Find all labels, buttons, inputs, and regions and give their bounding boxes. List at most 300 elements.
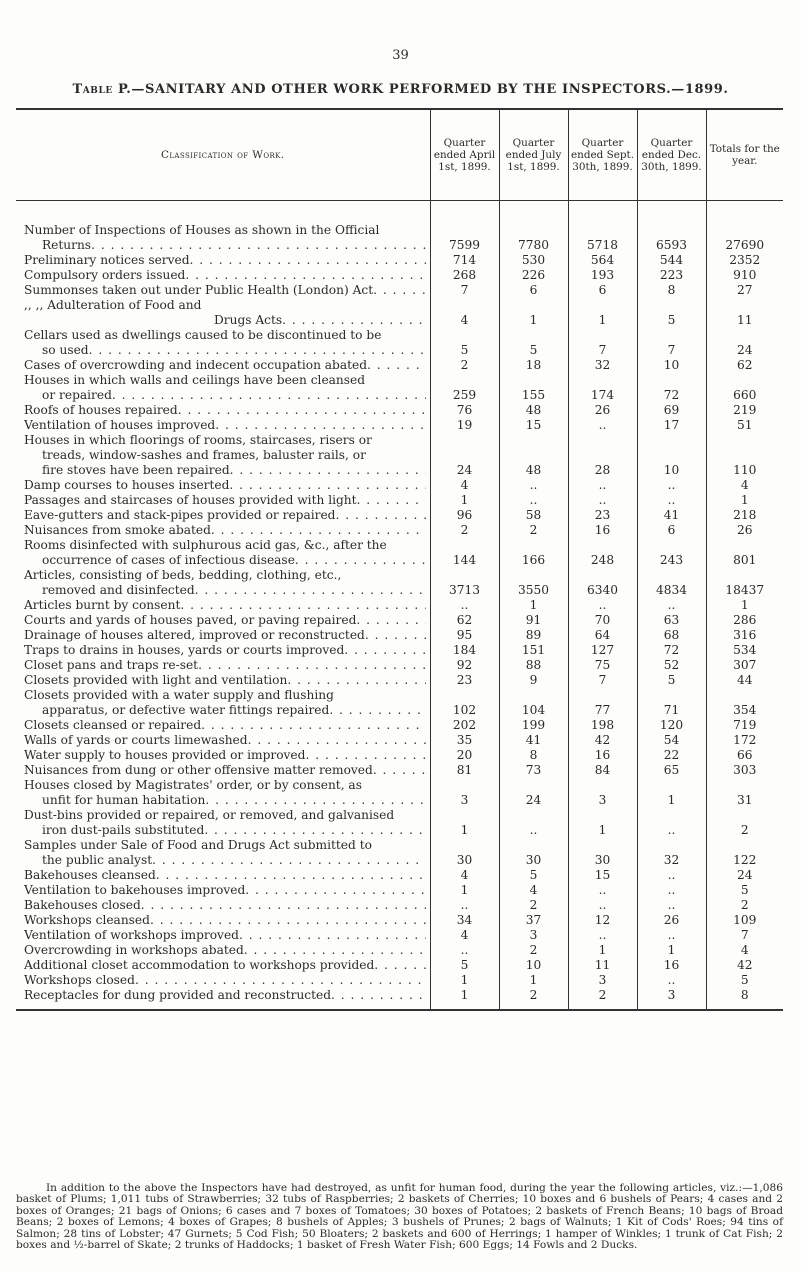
row-label (16, 913, 430, 928)
dot-leader (215, 418, 425, 433)
row-label-text: Passages and staircases of houses provided with light (24, 493, 357, 507)
row-label (16, 253, 430, 268)
value-q1: 259 (430, 373, 499, 403)
table-row (16, 508, 783, 523)
value-q1: 202 (430, 718, 499, 733)
table-body (16, 201, 783, 1011)
value-q4: 3 (637, 988, 706, 1010)
table-row (16, 298, 783, 328)
value-q1: 7 (430, 283, 499, 298)
dot-leader (287, 673, 425, 688)
row-label-line (24, 613, 426, 628)
row-label-text: iron dust-pails substituted (42, 823, 205, 837)
row-label-line (24, 598, 426, 613)
value-q3: 23 (568, 508, 637, 523)
row-label-text: or repaired (42, 388, 112, 402)
dot-leader (180, 598, 425, 613)
header-quarter-april: Quarter ended April 1st, 1899. (430, 109, 499, 201)
dot-leader (335, 508, 425, 523)
value-q3: 174 (568, 373, 637, 403)
value-total: 24 (706, 328, 783, 358)
table-row (16, 673, 783, 688)
row-label-line (24, 793, 426, 808)
row-label (16, 928, 430, 943)
value-total: 5 (706, 973, 783, 988)
row-label (16, 538, 430, 568)
row-label-line (24, 913, 426, 928)
row-label-text: Cellars used as dwellings caused to be discontinued to be (24, 328, 382, 342)
page-number: 39 (392, 48, 409, 63)
row-label (16, 883, 430, 898)
dot-leader (245, 883, 425, 898)
value-q1: 92 (430, 658, 499, 673)
value-q4: 65 (637, 763, 706, 778)
value-q4: 120 (637, 718, 706, 733)
row-label-line (24, 463, 426, 478)
row-label-text: the public analyst (42, 853, 153, 867)
row-label-text: Traps to drains in houses, yards or courts improved (24, 643, 345, 657)
value-q2: .. (499, 493, 568, 508)
value-q4: 4834 (637, 568, 706, 598)
row-label-text: removed and disinfected (42, 583, 195, 597)
value-total: 2352 (706, 253, 783, 268)
value-q1: 7599 (430, 223, 499, 253)
value-q2: 8 (499, 748, 568, 763)
table-row (16, 958, 783, 973)
value-q2: .. (499, 478, 568, 493)
table-row (16, 613, 783, 628)
row-label-line (24, 538, 426, 553)
value-q1: 62 (430, 613, 499, 628)
value-q4: 52 (637, 658, 706, 673)
row-label-text: Bakehouses cleansed (24, 868, 156, 882)
value-q4: 1 (637, 943, 706, 958)
value-q1: 3 (430, 778, 499, 808)
value-q1: 1 (430, 493, 499, 508)
row-label (16, 283, 430, 298)
row-label-text: Walls of yards or courts limewashed (24, 733, 248, 747)
value-q1: 3713 (430, 568, 499, 598)
table-row (16, 973, 783, 988)
row-label-text: Closets cleansed or repaired (24, 718, 202, 732)
value-q3: 84 (568, 763, 637, 778)
value-q2: 73 (499, 763, 568, 778)
row-label (16, 898, 430, 913)
value-q3: 6340 (568, 568, 637, 598)
value-q4: 8 (637, 283, 706, 298)
row-label-line (24, 853, 426, 868)
row-label (16, 718, 430, 733)
value-q3: 127 (568, 643, 637, 658)
value-q2: 151 (499, 643, 568, 658)
value-q2: 7780 (499, 223, 568, 253)
row-label-text: Courts and yards of houses paved, or paving repaired (24, 613, 357, 627)
value-q2: 30 (499, 838, 568, 868)
dot-leader (229, 478, 425, 493)
sanitary-work-table (16, 108, 783, 1011)
value-q4: 5 (637, 673, 706, 688)
value-q1: 76 (430, 403, 499, 418)
row-label-line (24, 568, 426, 583)
value-q4: 16 (637, 958, 706, 973)
row-label-text: Articles, consisting of beds, bedding, clothing, etc., (24, 568, 342, 582)
dot-leader (178, 403, 426, 418)
table-row (16, 988, 783, 1010)
value-q4: 22 (637, 748, 706, 763)
value-total: 307 (706, 658, 783, 673)
dot-leader (356, 613, 425, 628)
row-label-line (24, 388, 426, 403)
value-q1: 5 (430, 958, 499, 973)
value-q3: .. (568, 883, 637, 898)
row-label (16, 298, 430, 328)
value-total: 18437 (706, 568, 783, 598)
row-label (16, 373, 430, 403)
row-label (16, 493, 430, 508)
value-total: 303 (706, 763, 783, 778)
table-row (16, 643, 783, 658)
row-label (16, 598, 430, 613)
row-label-text: Damp courses to houses inserted (24, 478, 230, 492)
row-label-line (24, 223, 426, 238)
row-label (16, 568, 430, 598)
dot-leader (152, 853, 425, 868)
value-total: 4 (706, 943, 783, 958)
value-q4: 72 (637, 373, 706, 403)
row-label-text: Houses in which walls and ceilings have been cleansed (24, 373, 366, 387)
header-quarter-december: Quarter ended Dec. 30th, 1899. (637, 109, 706, 201)
value-q2: 10 (499, 958, 568, 973)
value-q3: 30 (568, 838, 637, 868)
table-header-row (16, 109, 783, 201)
value-q2: 37 (499, 913, 568, 928)
row-label (16, 403, 430, 418)
value-q2: 530 (499, 253, 568, 268)
value-total: 719 (706, 718, 783, 733)
dot-leader (195, 583, 426, 598)
row-label (16, 868, 430, 883)
table-row (16, 628, 783, 643)
row-label (16, 478, 430, 493)
value-q2: 48 (499, 403, 568, 418)
table-row (16, 598, 783, 613)
value-q4: .. (637, 493, 706, 508)
value-q3: 70 (568, 613, 637, 628)
row-label-line (24, 343, 426, 358)
row-label-line (24, 883, 426, 898)
row-label-text: Receptacles for dung provided and reconstructed (24, 988, 332, 1002)
row-label-line (24, 643, 426, 658)
value-q4: 17 (637, 418, 706, 433)
value-q2: 18 (499, 358, 568, 373)
value-q3: 15 (568, 868, 637, 883)
value-q3: 3 (568, 973, 637, 988)
value-q4: 6 (637, 523, 706, 538)
value-total: 218 (706, 508, 783, 523)
table-row (16, 223, 783, 253)
value-q1: 1 (430, 988, 499, 1010)
value-total: 4 (706, 478, 783, 493)
row-label-line (24, 808, 426, 823)
dot-leader (204, 823, 425, 838)
value-total: 1 (706, 493, 783, 508)
value-q4: .. (637, 598, 706, 613)
value-q2: 15 (499, 418, 568, 433)
dot-leader (374, 958, 425, 973)
row-label-text: Nuisances from dung or other offensive matter removed (24, 763, 373, 777)
row-label-text: Overcrowding in workshops abated (24, 943, 244, 957)
row-label-text: Closet pans and traps re-set (24, 658, 199, 672)
row-label-text: so used (42, 343, 89, 357)
row-label-text: Water supply to houses provided or improved (24, 748, 306, 762)
value-total: 660 (706, 373, 783, 403)
value-q4: .. (637, 808, 706, 838)
value-q4: 10 (637, 433, 706, 478)
row-label-line (24, 268, 426, 283)
dot-leader (112, 388, 426, 403)
value-q3: 2 (568, 988, 637, 1010)
row-label-line (24, 748, 426, 763)
dot-leader (367, 358, 425, 373)
row-label-text: Closets provided with light and ventilation (24, 673, 288, 687)
row-label-text: Samples under Sale of Food and Drugs Act submitted to (24, 838, 372, 852)
row-label-text: Houses in which floorings of rooms, staircases, risers or (24, 433, 372, 447)
dot-leader (282, 313, 425, 328)
table-row (16, 748, 783, 763)
value-q4: 72 (637, 643, 706, 658)
dot-leader (248, 733, 426, 748)
value-q3: .. (568, 898, 637, 913)
value-q2: 9 (499, 673, 568, 688)
row-label-text: Nuisances from smoke abated (24, 523, 211, 537)
row-label-line (24, 448, 426, 463)
row-label-text: Ventilation to bakehouses improved (24, 883, 246, 897)
row-label-text: Cases of overcrowding and indecent occupation abated (24, 358, 368, 372)
value-q1: 1 (430, 883, 499, 898)
value-q4: 32 (637, 838, 706, 868)
value-q3: 11 (568, 958, 637, 973)
value-q1: 4 (430, 928, 499, 943)
table-row (16, 373, 783, 403)
footnote (16, 1183, 783, 1251)
value-q1: 4 (430, 298, 499, 328)
table-row (16, 763, 783, 778)
value-q1: 81 (430, 763, 499, 778)
row-label (16, 673, 430, 688)
value-q2: 1 (499, 298, 568, 328)
value-q2: 166 (499, 538, 568, 568)
value-total: 109 (706, 913, 783, 928)
row-label-text: Returns (42, 238, 92, 252)
value-q4: .. (637, 883, 706, 898)
value-q3: .. (568, 478, 637, 493)
row-label-line (24, 508, 426, 523)
value-q1: 30 (430, 838, 499, 868)
row-label-text: ,, ,, Adulteration of Food and (24, 298, 202, 312)
dot-leader (373, 283, 425, 298)
value-q1: 4 (430, 868, 499, 883)
value-q3: 6 (568, 283, 637, 298)
value-q2: 2 (499, 943, 568, 958)
table-row (16, 943, 783, 958)
row-label-line (24, 583, 426, 598)
value-q3: 16 (568, 748, 637, 763)
dot-leader (344, 643, 425, 658)
row-label (16, 613, 430, 628)
row-label-line (24, 313, 426, 328)
value-q2: 4 (499, 883, 568, 898)
dot-leader (329, 703, 425, 718)
dot-leader (135, 973, 426, 988)
row-label (16, 748, 430, 763)
value-q4: 41 (637, 508, 706, 523)
value-q1: 24 (430, 433, 499, 478)
dot-leader (141, 898, 426, 913)
value-q3: 1 (568, 298, 637, 328)
table-row (16, 658, 783, 673)
dot-leader (211, 523, 426, 538)
value-total: 910 (706, 268, 783, 283)
value-q1: 2 (430, 523, 499, 538)
dot-leader (305, 748, 425, 763)
dot-leader (230, 463, 426, 478)
value-q2: 226 (499, 268, 568, 283)
header-quarter-july: Quarter ended July 1st, 1899. (499, 109, 568, 201)
value-total: 44 (706, 673, 783, 688)
value-q4: 69 (637, 403, 706, 418)
value-q2: 41 (499, 733, 568, 748)
row-label-line (24, 493, 426, 508)
table-row (16, 778, 783, 808)
dot-leader (205, 793, 425, 808)
value-q1: 1 (430, 808, 499, 838)
value-total: 62 (706, 358, 783, 373)
value-q2: 89 (499, 628, 568, 643)
value-q3: 7 (568, 673, 637, 688)
row-label (16, 523, 430, 538)
value-q4: 54 (637, 733, 706, 748)
value-total: 534 (706, 643, 783, 658)
table-row (16, 913, 783, 928)
row-label-line (24, 298, 426, 313)
value-q2: 3 (499, 928, 568, 943)
value-q1: 714 (430, 253, 499, 268)
value-total: 27 (706, 283, 783, 298)
value-q4: 1 (637, 778, 706, 808)
table-row (16, 538, 783, 568)
value-q1: 5 (430, 328, 499, 358)
value-q4: 6593 (637, 223, 706, 253)
row-label (16, 223, 430, 253)
value-q2: 5 (499, 328, 568, 358)
row-label-line (24, 358, 426, 373)
value-q2: 91 (499, 613, 568, 628)
row-label-line (24, 433, 426, 448)
value-q2: 3550 (499, 568, 568, 598)
row-label (16, 808, 430, 838)
value-total: 26 (706, 523, 783, 538)
value-total: 122 (706, 838, 783, 868)
value-q3: 26 (568, 403, 637, 418)
row-label-text: Dust-bins provided or repaired, or removed, and galvanised (24, 808, 395, 822)
value-q3: 28 (568, 433, 637, 478)
value-q3: 1 (568, 808, 637, 838)
value-q4: 243 (637, 538, 706, 568)
table-row (16, 493, 783, 508)
row-label-text: treads, window-sashes and frames, baluster rails, or (42, 448, 366, 462)
value-q4: 26 (637, 913, 706, 928)
value-q4: 68 (637, 628, 706, 643)
row-label-text: Closets provided with a water supply and flushing (24, 688, 334, 702)
header-quarter-september: Quarter ended Sept. 30th, 1899. (568, 109, 637, 201)
value-q4: 10 (637, 358, 706, 373)
row-label (16, 643, 430, 658)
dot-leader (244, 943, 426, 958)
table-row (16, 718, 783, 733)
row-label-text: occurrence of cases of infectious disease (42, 553, 295, 567)
table-row (16, 928, 783, 943)
value-q2: 5 (499, 868, 568, 883)
table-row (16, 733, 783, 748)
row-label (16, 943, 430, 958)
row-label-text: unfit for human habitation (42, 793, 206, 807)
value-total: 51 (706, 418, 783, 433)
row-label (16, 778, 430, 808)
row-label (16, 358, 430, 373)
value-q1: .. (430, 598, 499, 613)
dot-leader (190, 253, 426, 268)
row-label-line (24, 898, 426, 913)
value-q2: 6 (499, 283, 568, 298)
value-q3: 42 (568, 733, 637, 748)
value-q1: 35 (430, 733, 499, 748)
footnote-text: In addition to the above the Inspectors have had destroyed, as unfit for human food, during the year the following articles, viz.:—1,086 basket of Plums; 1,011 tubs of Strawberries; 32 tubs of Raspberries; 2 baskets of Cherries; 10 boxes and 6 bushels of Pears; 4 cases and 2 boxes of Oranges; 21 bags of Onions; 6 cases and 7 boxes of Tomatoes; 30 boxes of Potatoes; 2 baskets of French Beans; 10 bags of Broad Beans; 2 boxes of Lemons; 4 boxes of Grapes; 8 bushels of Apples; 3 bushels of Prunes; 2 bags of Walnuts; 1 Kit of Cods' Roes; 94 tins of Salmon; 28 tins of Lobster; 47 Gurnets; 5 Cod Fish; 50 Bloaters; 2 baskets and 600 of Herrings; 1 hamper of Winkles; 1 trunk of Cat Fish; 2 boxes and ½-barrel of Skate; 2 trunks of Haddocks; 1 basket of Fresh Water Fish; 600 Eggs; 14 Fowls and 2 Ducks. (16, 1182, 783, 1252)
value-q1: 95 (430, 628, 499, 643)
table-row (16, 403, 783, 418)
value-q3: .. (568, 928, 637, 943)
value-q1: 4 (430, 478, 499, 493)
value-q1: 19 (430, 418, 499, 433)
table-row (16, 868, 783, 883)
value-q3: 77 (568, 688, 637, 718)
value-q1: .. (430, 943, 499, 958)
value-q1: 23 (430, 673, 499, 688)
value-q2: 155 (499, 373, 568, 403)
value-q1: 1 (430, 973, 499, 988)
value-q3: .. (568, 418, 637, 433)
row-label-text: fire stoves have been repaired (42, 463, 230, 477)
row-label-line (24, 688, 426, 703)
value-total: 2 (706, 808, 783, 838)
value-total: 2 (706, 898, 783, 913)
row-label-text: Roofs of houses repaired (24, 403, 178, 417)
table-row (16, 898, 783, 913)
value-q3: 198 (568, 718, 637, 733)
row-label-text: Ventilation of workshops improved (24, 928, 239, 942)
value-q3: 75 (568, 658, 637, 673)
row-label-line (24, 868, 426, 883)
row-label-text: Bakehouses closed (24, 898, 141, 912)
row-label-text: apparatus, or defective water fittings repaired (42, 703, 330, 717)
value-q4: 63 (637, 613, 706, 628)
value-q1: 102 (430, 688, 499, 718)
row-label (16, 973, 430, 988)
value-q2: 2 (499, 523, 568, 538)
dot-leader (185, 268, 425, 283)
value-q3: 64 (568, 628, 637, 643)
row-label-line (24, 658, 426, 673)
row-label (16, 628, 430, 643)
